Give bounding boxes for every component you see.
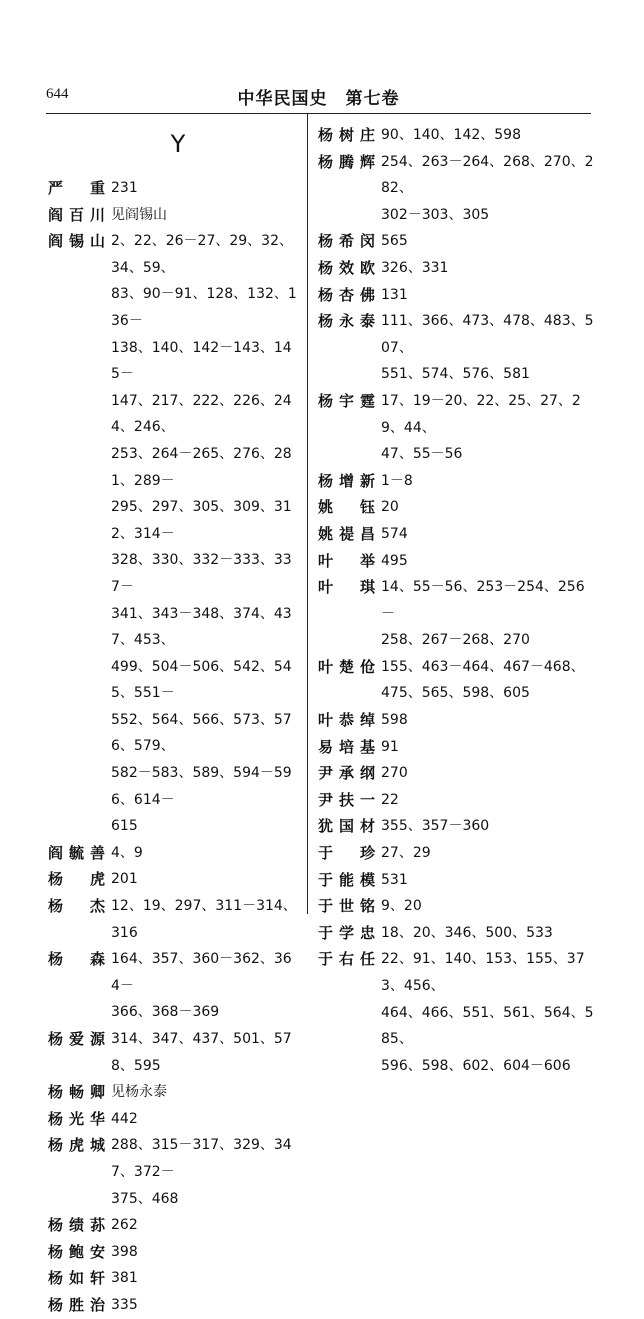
page-reference-line: 83、90－91、128、132、136－ — [111, 286, 297, 329]
page-references — [381, 760, 594, 787]
index-entry — [318, 228, 594, 255]
page-references — [111, 228, 300, 840]
page-references — [111, 1265, 300, 1292]
page-references — [381, 893, 594, 920]
page-references — [381, 308, 594, 388]
index-term: 杨虎城 — [48, 1136, 105, 1155]
page-reference-line: 155、463－464、467－468、 — [381, 658, 585, 675]
section-letter: Y — [170, 130, 186, 158]
page-reference-line: 9、20 — [381, 898, 422, 915]
index-entry — [48, 1026, 300, 1079]
page-reference-line: 598 — [381, 712, 408, 729]
page-reference-line: 201 — [111, 871, 138, 888]
index-term: 阎毓善 — [48, 843, 105, 862]
index-term: 杨增新 — [318, 471, 375, 490]
index-term: 杨爱源 — [48, 1030, 105, 1048]
index-entry — [318, 840, 594, 867]
index-term: 于能模 — [318, 870, 375, 889]
page-references — [111, 893, 300, 946]
page-reference-line: 258、267－268、270 — [381, 632, 530, 649]
index-entry — [318, 707, 594, 734]
page-reference-line: 552、564、566、573、576、579、 — [111, 711, 292, 755]
header-rule — [46, 113, 591, 114]
index-term: 杨 虎 — [48, 870, 105, 889]
index-entry — [318, 468, 594, 495]
page-reference-line: 2、22、26－27、29、32、34、59、 — [111, 233, 293, 276]
page-reference-line: 531 — [381, 871, 408, 888]
index-entry — [48, 1106, 300, 1133]
page-references — [111, 1239, 300, 1266]
page-reference-line: 见阎锡山 — [111, 206, 167, 223]
page-reference-line: 582－583、589、594－596、614－ — [111, 765, 292, 808]
page-references — [381, 946, 594, 1079]
page-reference-line: 398 — [111, 1243, 138, 1260]
index-term: 杨鲍安 — [48, 1242, 105, 1261]
page-references — [381, 574, 594, 654]
index-entry — [48, 1265, 300, 1292]
page-references — [381, 468, 594, 495]
page-reference-line: 375、468 — [111, 1190, 179, 1207]
index-entry — [318, 255, 594, 282]
page-reference-line: 231 — [111, 180, 138, 196]
page-references — [111, 202, 300, 229]
index-entry — [318, 946, 594, 1079]
page-reference-line: 270 — [381, 765, 408, 782]
index-entry — [318, 494, 594, 521]
index-term: 杨杏佛 — [318, 285, 375, 304]
index-term: 叶 琪 — [318, 578, 375, 597]
index-term: 杨 森 — [48, 950, 105, 969]
index-term: 杨宇霆 — [318, 391, 375, 410]
page-reference-line: 253、264－265、276、281、289－ — [111, 445, 292, 489]
page-references — [111, 946, 300, 1026]
index-term: 尹扶一 — [318, 790, 375, 809]
index-entry — [318, 308, 594, 388]
index-entry — [48, 893, 300, 946]
page-references — [111, 1026, 300, 1079]
page-reference-line: 91 — [381, 738, 399, 755]
page-references — [111, 1132, 300, 1212]
page-references — [111, 866, 300, 893]
index-term: 杨树庄 — [318, 126, 375, 144]
page-references — [381, 867, 594, 894]
page-reference-line: 341、343－348、374、437、453、 — [111, 605, 292, 649]
index-entry — [318, 867, 594, 894]
page-references — [111, 1212, 300, 1239]
page-references — [111, 1292, 300, 1319]
index-term: 阎锡山 — [48, 232, 105, 251]
index-entry — [318, 654, 594, 707]
page-references — [111, 840, 300, 867]
page-reference-line: 17、19－20、22、25、27、29、44、 — [381, 392, 581, 436]
index-entry — [48, 840, 300, 867]
page-reference-line: 90、140、142、598 — [381, 127, 521, 143]
index-term: 犹国材 — [318, 817, 375, 836]
page-reference-line: 464、466、551、561、564、585、 — [381, 1004, 594, 1048]
page-number: 644 — [46, 86, 69, 102]
index-term: 叶恭绰 — [318, 711, 375, 730]
index-entry — [48, 866, 300, 893]
index-entry — [318, 122, 594, 149]
index-entry — [48, 175, 300, 202]
page-references — [381, 548, 594, 575]
page-reference-line: 14、55－56、253－254、256－ — [381, 579, 585, 622]
page-references — [381, 920, 594, 947]
index-term: 于 珍 — [318, 844, 375, 863]
page-reference-line: 18、20、346、500、533 — [381, 924, 553, 941]
page-reference-line: 551、574、576、581 — [381, 366, 530, 383]
page-reference-line: 138、140、142－143、145－ — [111, 339, 292, 383]
page-references — [381, 282, 594, 309]
page-references — [381, 388, 594, 468]
index-entry — [318, 787, 594, 814]
index-entry — [318, 388, 594, 468]
index-term: 姚禔昌 — [318, 524, 375, 543]
index-term: 杨腾辉 — [318, 152, 375, 171]
page-reference-line: 565 — [381, 233, 408, 250]
index-term: 姚 钰 — [318, 498, 375, 517]
page-references — [111, 175, 300, 202]
index-term: 易培基 — [318, 737, 375, 756]
page-reference-line: 22、91、140、153、155、373、456、 — [381, 951, 585, 994]
page-references — [381, 787, 594, 814]
page-references — [381, 654, 594, 707]
index-term: 尹承纲 — [318, 764, 375, 783]
page-reference-line: 4、9 — [111, 844, 143, 861]
page-reference-line: 295、297、305、309、312、314－ — [111, 499, 292, 542]
index-term: 叶楚伧 — [318, 657, 375, 676]
index-term: 叶 举 — [318, 551, 375, 570]
index-entry — [318, 760, 594, 787]
page-reference-line: 254、263－264、268、270、282、 — [381, 153, 594, 197]
index-entry — [48, 1292, 300, 1319]
page-reference-line: 574 — [381, 525, 408, 542]
page-references — [381, 122, 594, 149]
index-entry — [48, 1132, 300, 1212]
index-entry — [48, 1079, 300, 1106]
page-reference-line: 495 — [381, 552, 408, 569]
index-term: 杨光华 — [48, 1109, 105, 1128]
index-term: 于右任 — [318, 950, 375, 969]
page-reference-line: 326、331 — [381, 259, 449, 276]
page-reference-line: 1－8 — [381, 472, 413, 489]
page-reference-line: 12、19、297、311－314、316 — [111, 898, 297, 941]
index-term: 杨 杰 — [48, 897, 105, 916]
page-references — [381, 149, 594, 229]
index-entry — [318, 893, 594, 920]
index-term: 于学忠 — [318, 923, 375, 942]
page-reference-line: 164、357、360－362、364－ — [111, 951, 292, 994]
index-entry — [48, 202, 300, 229]
index-entry — [318, 149, 594, 229]
page-reference-line: 596、598、602、604－606 — [381, 1057, 571, 1074]
index-term: 杨效欧 — [318, 258, 375, 277]
column-divider — [307, 114, 308, 914]
index-entry — [318, 734, 594, 761]
page-reference-line: 314、347、437、501、578、595 — [111, 1031, 292, 1074]
page-reference-line: 111、366、473、478、483、507、 — [381, 313, 594, 356]
page-reference-line: 475、565、598、605 — [381, 685, 530, 702]
index-term: 阎百川 — [48, 205, 105, 224]
index-entry — [318, 813, 594, 840]
page-reference-line: 381 — [111, 1270, 138, 1287]
index-term: 杨希闵 — [318, 232, 375, 251]
index-term: 于世铭 — [318, 897, 375, 916]
index-entry — [48, 1212, 300, 1239]
index-entry — [48, 1239, 300, 1266]
index-term: 杨畅卿 — [48, 1083, 105, 1102]
index-column-left — [48, 175, 300, 1319]
page-reference-line: 288、315－317、329、347、372－ — [111, 1137, 292, 1180]
index-entry — [318, 574, 594, 654]
page-reference-line: 302－303、305 — [381, 206, 490, 223]
page-references — [381, 228, 594, 255]
page-reference-line: 262 — [111, 1217, 138, 1234]
page-references — [381, 255, 594, 282]
index-term: 杨如轩 — [48, 1269, 105, 1288]
page-reference-line: 355、357－360 — [381, 818, 490, 835]
index-term: 杨绩荪 — [48, 1216, 105, 1235]
page-reference-line: 见杨永泰 — [111, 1084, 167, 1101]
index-term: 杨永泰 — [318, 312, 375, 331]
page-references — [381, 494, 594, 521]
page-references — [111, 1079, 300, 1106]
page-reference-line: 131 — [381, 286, 408, 303]
page-reference-line: 47、55－56 — [381, 446, 463, 463]
index-entry — [318, 521, 594, 548]
book-title: 中华民国史 第七卷 — [237, 89, 400, 109]
page-references — [111, 1106, 300, 1133]
page-reference-line: 147、217、222、226、244、246、 — [111, 392, 292, 436]
index-entry — [318, 548, 594, 575]
page-references — [381, 840, 594, 867]
index-term: 严 重 — [48, 179, 105, 197]
index-entry — [318, 282, 594, 309]
page-reference-line: 335 — [111, 1296, 138, 1313]
page-reference-line: 442 — [111, 1110, 138, 1127]
page-reference-line: 27、29 — [381, 845, 431, 862]
index-entry — [48, 228, 300, 840]
page-reference-line: 328、330、332－333、337－ — [111, 552, 292, 595]
page-references — [381, 813, 594, 840]
page-reference-line: 615 — [111, 818, 138, 835]
page-reference-line: 366、368－369 — [111, 1004, 220, 1021]
page-references — [381, 707, 594, 734]
index-column-right — [318, 122, 594, 1079]
page-reference-line: 499、504－506、542、545、551－ — [111, 658, 292, 702]
page-header — [46, 84, 591, 112]
page-references — [381, 734, 594, 761]
index-term: 杨胜治 — [48, 1295, 105, 1314]
page-reference-line: 22 — [381, 791, 399, 808]
index-entry — [318, 920, 594, 947]
page-reference-line: 20 — [381, 499, 399, 516]
page-references — [381, 521, 594, 548]
index-entry — [48, 946, 300, 1026]
